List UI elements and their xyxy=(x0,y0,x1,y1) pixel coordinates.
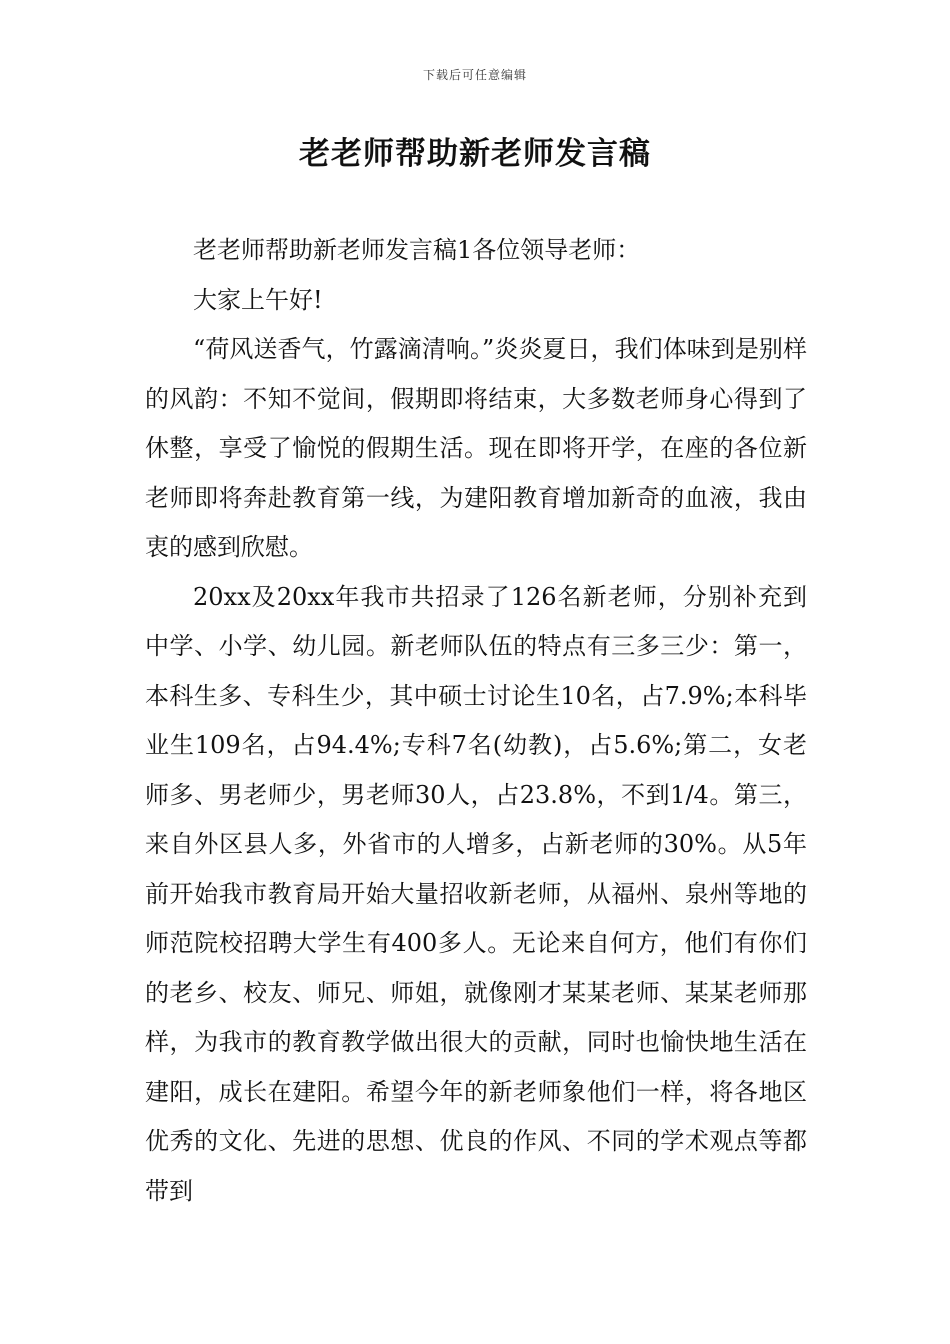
header-note: 下载后可任意编辑 xyxy=(422,68,527,82)
document-title: 老老师帮助新老师发言稿 xyxy=(299,136,651,172)
paragraph-recruitment: 20xx及20xx年我市共招录了126名新老师，分别补充到中学、小学、幼儿园。新老师队伍的特点有三多三少：第一，本科生多、专科生少，其中硕士讨论生10名，占7.9%;本科毕业生109名，占94.4%;专科7名(幼教)，占5.6%;第二，女老师多、男老师少，男老师30人，占23.8%，不到1/4。第三，来自外区县人多，外省市的人增多，占新老师的30%。从5年前开始我市教育局开始大量招收新老师，从福州、泉州等地的师范院校招聘大学生有400多人。无论来自何方，他们有你们的老乡、校友、师兄、师姐，就像刚才某某老师、某某老师那样，为我市的教育教学做出很大的贡献，同时也愉快地生活在建阳，成长在建阳。希望今年的新老师象他们一样，将各地区优秀的文化、先进的思想、优良的作风、不同的学术观点等都带到 xyxy=(145,582,807,1205)
document-body xyxy=(145,226,807,1216)
paragraph-salutation: 老老师帮助新老师发言稿1各位领导老师： xyxy=(193,236,641,264)
paragraph-greeting: 大家上午好! xyxy=(193,285,323,314)
paragraph-intro: “荷风送香气，竹露滴清响。”炎炎夏日，我们体味到是别样的风韵：不知不觉间，假期即将结束，大多数老师身心得到了休整，享受了愉悦的假期生活。现在即将开学，在座的各位新老师即将奔赴教育第一线，为建阳教育增加新奇的血液，我由衷的感到欣慰。 xyxy=(145,335,807,561)
